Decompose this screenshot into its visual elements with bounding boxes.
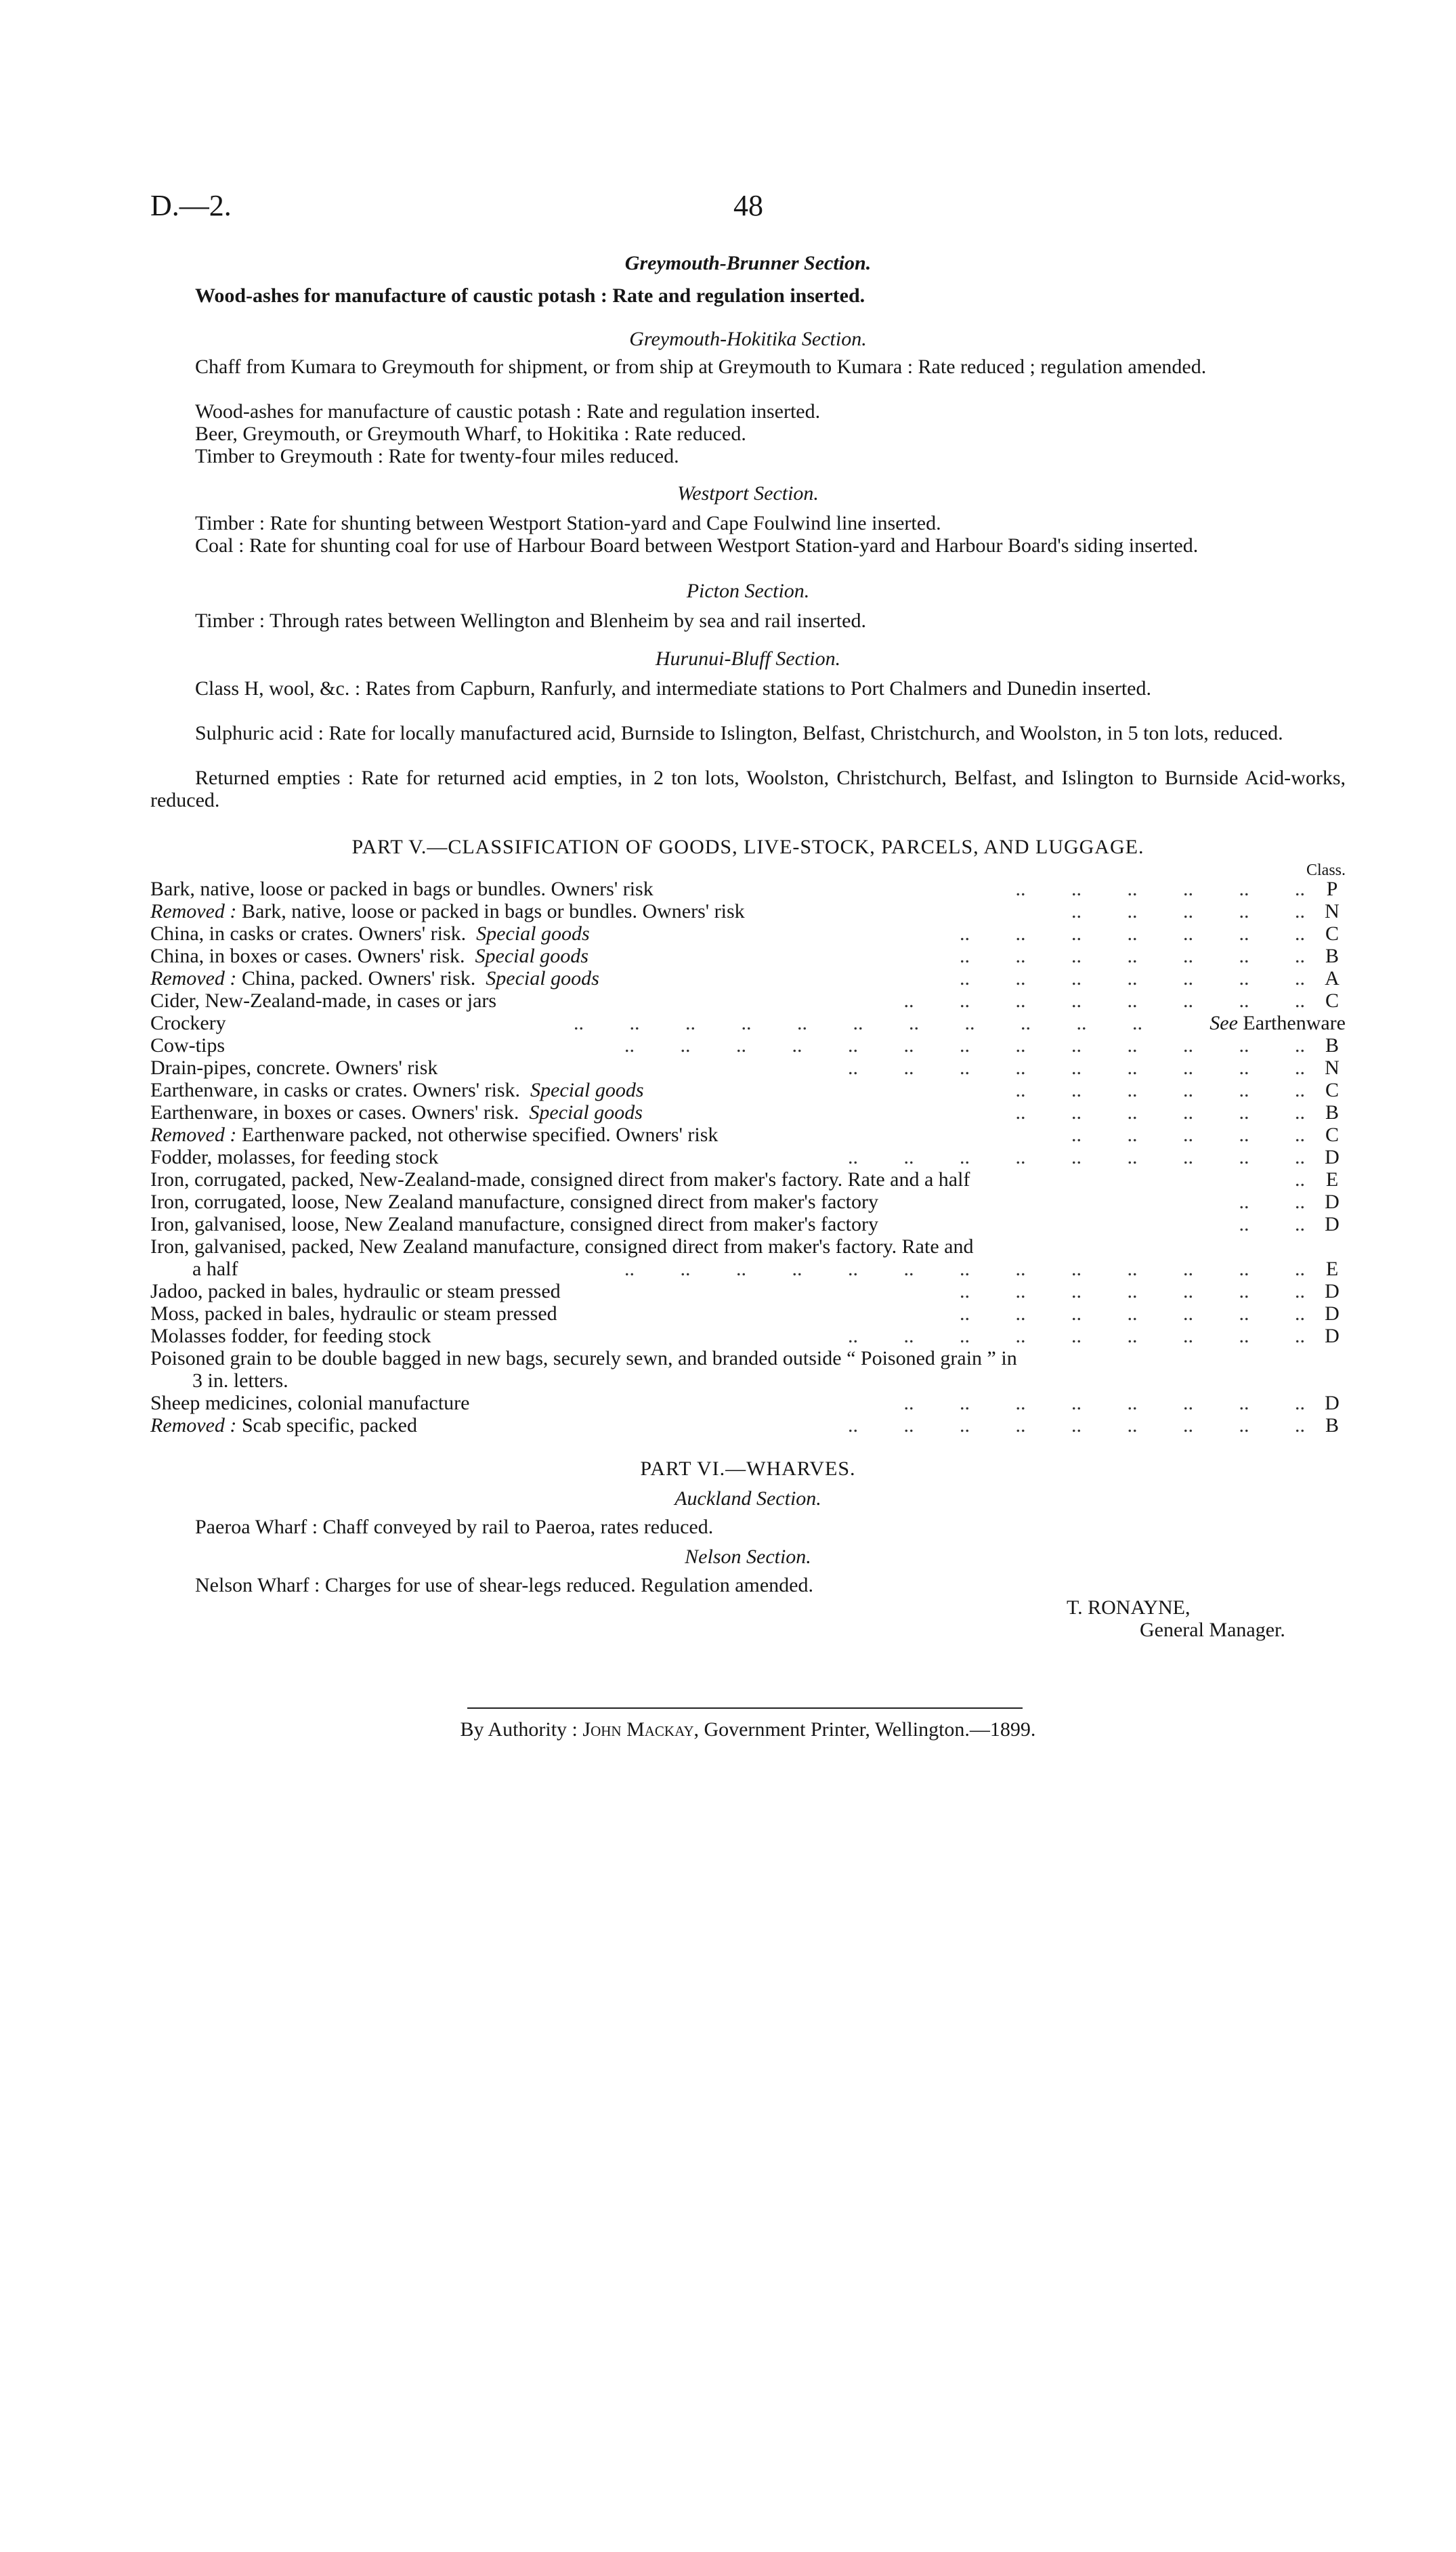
paragraph: Coal : Rate for shunting coal for use of Harbour Board between Westport Station-yard and Harbour Board's siding inserted. bbox=[195, 534, 1199, 557]
class-value: D bbox=[1325, 1280, 1340, 1302]
classification-row bbox=[150, 1124, 1346, 1146]
classification-row bbox=[150, 1347, 1346, 1369]
classification-row bbox=[150, 1034, 1346, 1057]
dot-leader: .. .. .. .. .. .. .. .. bbox=[903, 990, 1305, 1012]
removed-label: Removed : bbox=[150, 900, 237, 922]
section-title-nelson: Nelson Section. bbox=[685, 1546, 811, 1568]
paragraph: Nelson Wharf : Charges for use of shear-legs reduced. Regulation amended. bbox=[195, 1574, 813, 1596]
row-text: Bark, native, loose or packed in bags or bundles. Owners' risk bbox=[241, 900, 745, 922]
classification-row bbox=[150, 1012, 1346, 1034]
classification-row bbox=[150, 1369, 1346, 1392]
classification-row bbox=[150, 1101, 1346, 1124]
paragraph: Beer, Greymouth, or Greymouth Wharf, to Hokitika : Rate reduced. bbox=[195, 423, 746, 445]
imprint-printer: John Mackay bbox=[582, 1718, 694, 1741]
classification-row bbox=[150, 900, 1346, 922]
row-description bbox=[150, 967, 599, 990]
class-value: C bbox=[1325, 922, 1339, 945]
section-title-greymouth-brunner: Greymouth-Brunner Section. bbox=[624, 252, 872, 274]
row-description: Sheep medicines, colonial manufacture bbox=[150, 1392, 470, 1414]
document-reference: D.—2. bbox=[150, 189, 232, 222]
dot-leader: .. .. .. .. .. .. bbox=[1015, 1079, 1305, 1101]
classification-row bbox=[150, 990, 1346, 1012]
class-value: C bbox=[1325, 1079, 1339, 1101]
class-value: B bbox=[1325, 1034, 1339, 1057]
special-goods-label: Special goods bbox=[476, 922, 590, 945]
classification-row bbox=[150, 1414, 1346, 1437]
row-description: Poisoned grain to be double bagged in new bags, securely sewn, and branded outside “ Poisoned grain ” in bbox=[150, 1347, 1017, 1369]
row-text: Earthenware, in casks or crates. Owners' risk. bbox=[150, 1079, 521, 1101]
class-column-header: Class. bbox=[1306, 862, 1346, 879]
row-description: Cow-tips bbox=[150, 1034, 226, 1057]
dot-leader: .. .. bbox=[1239, 1213, 1305, 1235]
paragraph: Timber : Through rates between Wellington and Blenheim by sea and rail inserted. bbox=[195, 610, 866, 632]
paragraph: Timber to Greymouth : Rate for twenty-four miles reduced. bbox=[195, 445, 679, 467]
signature-name: T. RONAYNE, bbox=[1067, 1596, 1191, 1619]
row-description: Drain-pipes, concrete. Owners' risk bbox=[150, 1057, 438, 1079]
dot-leader: .. .. .. .. .. .. .. .. .. bbox=[848, 1414, 1305, 1437]
class-value: A bbox=[1325, 967, 1340, 990]
classification-row bbox=[150, 1325, 1346, 1347]
row-description bbox=[150, 1101, 643, 1124]
dot-leader: .. .. .. .. .. .. .. bbox=[960, 945, 1305, 967]
class-value: N bbox=[1325, 900, 1340, 922]
paragraph: Returned empties : Rate for returned acid empties, in 2 ton lots, Woolston, Christchurch, Belfast, and Islington to Burnside Acid-works, reduced. bbox=[150, 767, 1346, 811]
row-description bbox=[150, 922, 590, 945]
classification-row bbox=[150, 1168, 1346, 1191]
classification-row bbox=[150, 878, 1346, 900]
removed-label: Removed : bbox=[150, 967, 237, 990]
class-value: D bbox=[1325, 1302, 1340, 1325]
dot-leader: .. .. .. .. .. .. .. .. .. .. .. .. .. bbox=[624, 1258, 1305, 1280]
classification-row bbox=[150, 1302, 1346, 1325]
paragraph: Class H, wool, &c. : Rates from Capburn, Ranfurly, and intermediate stations to Port Chalmers and Dunedin inserted. bbox=[195, 677, 1151, 700]
section-title-westport: Westport Section. bbox=[677, 482, 819, 505]
dot-leader: .. .. bbox=[1239, 1191, 1305, 1213]
class-value: D bbox=[1325, 1213, 1340, 1235]
row-description bbox=[150, 900, 745, 922]
classification-row bbox=[150, 1235, 1346, 1258]
classification-row bbox=[150, 967, 1346, 990]
class-value: D bbox=[1325, 1392, 1340, 1414]
classification-row bbox=[150, 1191, 1346, 1213]
row-text: Scab specific, packed bbox=[241, 1414, 417, 1437]
removed-label: Removed : bbox=[150, 1414, 237, 1437]
paragraph: Timber : Rate for shunting between Westport Station-yard and Cape Foulwind line inserted. bbox=[195, 512, 941, 534]
paragraph: Paeroa Wharf : Chaff conveyed by rail to Paeroa, rates reduced. bbox=[195, 1516, 714, 1538]
classification-row bbox=[150, 1213, 1346, 1235]
row-description bbox=[150, 1414, 417, 1437]
row-description: a half bbox=[192, 1258, 238, 1280]
class-value: B bbox=[1325, 1101, 1339, 1124]
dot-leader: .. .. .. .. .. .. .. .. bbox=[903, 1392, 1305, 1414]
paragraph: Chaff from Kumara to Greymouth for shipment, or from ship at Greymouth to Kumara : Rate reduced ; regulation amended. bbox=[195, 356, 1207, 378]
row-description: Cider, New-Zealand-made, in cases or jars bbox=[150, 990, 497, 1012]
row-text: China, packed. Owners' risk. bbox=[241, 967, 476, 990]
class-value: N bbox=[1325, 1057, 1340, 1079]
printer-imprint bbox=[150, 1718, 1346, 1741]
part-vi-title: PART VI.—WHARVES. bbox=[640, 1458, 856, 1480]
dot-leader: .. .. .. .. .. .. .. .. .. bbox=[848, 1325, 1305, 1347]
special-goods-label: Special goods bbox=[530, 1079, 644, 1101]
section-title-auckland: Auckland Section. bbox=[675, 1487, 821, 1510]
classification-row bbox=[150, 922, 1346, 945]
classification-row bbox=[150, 1146, 1346, 1168]
row-description bbox=[150, 1124, 718, 1146]
special-goods-label: Special goods bbox=[475, 945, 588, 967]
dot-leader: .. .. .. .. .. .. .. bbox=[960, 1302, 1305, 1325]
class-value: C bbox=[1325, 1124, 1339, 1146]
class-value: B bbox=[1325, 1414, 1339, 1437]
dot-leader: .. .. .. .. .. bbox=[1071, 1124, 1305, 1146]
dot-leader: .. .. .. .. .. .. .. .. .. .. .. .. .. bbox=[624, 1034, 1305, 1057]
row-text: China, in boxes or cases. Owners' risk. bbox=[150, 945, 465, 967]
row-description: Bark, native, loose or packed in bags or bundles. Owners' risk bbox=[150, 878, 654, 900]
dot-leader: .. .. .. .. .. bbox=[1071, 900, 1305, 922]
paragraph: Wood-ashes for manufacture of caustic potash : Rate and regulation inserted. bbox=[195, 400, 821, 423]
imprint-prefix: By Authority : bbox=[460, 1718, 578, 1741]
page-number: 48 bbox=[733, 189, 763, 222]
row-description: Fodder, molasses, for feeding stock bbox=[150, 1146, 439, 1168]
see-reference bbox=[1209, 1012, 1346, 1034]
dot-leader: .. .. .. .. .. .. bbox=[1015, 878, 1305, 900]
row-description: Iron, galvanised, loose, New Zealand manufacture, consigned direct from maker's factory bbox=[150, 1213, 878, 1235]
class-value: E bbox=[1325, 1168, 1339, 1191]
class-value: P bbox=[1326, 878, 1338, 900]
class-value: D bbox=[1325, 1325, 1340, 1347]
dot-leader: .. .. .. .. .. .. .. bbox=[960, 922, 1305, 945]
dot-leader: .. .. .. .. .. .. .. .. .. bbox=[848, 1057, 1305, 1079]
imprint-suffix: , Government Printer, Wellington.—1899. bbox=[693, 1718, 1036, 1741]
classification-row bbox=[150, 945, 1346, 967]
section-title-greymouth-hokitika: Greymouth-Hokitika Section. bbox=[629, 328, 867, 350]
dot-leader: .. bbox=[1295, 1168, 1305, 1191]
see-target: Earthenware bbox=[1243, 1012, 1346, 1034]
row-description: Jadoo, packed in bales, hydraulic or steam pressed bbox=[150, 1280, 561, 1302]
part-v-title: PART V.—CLASSIFICATION OF GOODS, LIVE-STOCK, PARCELS, AND LUGGAGE. bbox=[351, 836, 1144, 858]
section-title-hurunui-bluff: Hurunui-Bluff Section. bbox=[655, 647, 841, 670]
classification-row bbox=[150, 1258, 1346, 1280]
see-label: See bbox=[1209, 1012, 1238, 1034]
dot-leader: .. .. .. .. .. .. .. .. .. .. .. bbox=[574, 1012, 1142, 1034]
special-goods-label: Special goods bbox=[486, 967, 599, 990]
class-value: E bbox=[1325, 1258, 1339, 1280]
section-title-picton: Picton Section. bbox=[686, 580, 810, 602]
footer-rule bbox=[467, 1707, 1023, 1709]
special-goods-label: Special goods bbox=[529, 1101, 643, 1124]
class-value: D bbox=[1325, 1191, 1340, 1213]
row-description: Molasses fodder, for feeding stock bbox=[150, 1325, 431, 1347]
classification-row bbox=[150, 1079, 1346, 1101]
dot-leader: .. .. .. .. .. .. .. bbox=[960, 967, 1305, 990]
class-value: D bbox=[1325, 1146, 1340, 1168]
dot-leader: .. .. .. .. .. .. .. bbox=[960, 1280, 1305, 1302]
row-text: Earthenware packed, not otherwise specified. Owners' risk bbox=[241, 1124, 719, 1146]
row-description: Crockery bbox=[150, 1012, 226, 1034]
class-value: B bbox=[1325, 945, 1339, 967]
paragraph: Sulphuric acid : Rate for locally manufactured acid, Burnside to Islington, Belfast, Christchurch, and Woolston, in 5 ton lots, reduced. bbox=[195, 722, 1283, 744]
row-description: Iron, corrugated, packed, New-Zealand-made, consigned direct from maker's factory. Rate and a half bbox=[150, 1168, 970, 1191]
row-description: Iron, corrugated, loose, New Zealand manufacture, consigned direct from maker's factory bbox=[150, 1191, 878, 1213]
row-text: Earthenware, in boxes or cases. Owners' risk. bbox=[150, 1101, 519, 1124]
classification-row bbox=[150, 1057, 1346, 1079]
classification-row bbox=[150, 1392, 1346, 1414]
row-description: 3 in. letters. bbox=[192, 1369, 288, 1392]
removed-label: Removed : bbox=[150, 1124, 237, 1146]
paragraph: Wood-ashes for manufacture of caustic potash : Rate and regulation inserted. bbox=[195, 284, 865, 307]
dot-leader: .. .. .. .. .. .. bbox=[1015, 1101, 1305, 1124]
row-description: Iron, galvanised, packed, New Zealand manufacture, consigned direct from maker's factory. Rate and bbox=[150, 1235, 974, 1258]
row-text: China, in casks or crates. Owners' risk. bbox=[150, 922, 467, 945]
row-description: Moss, packed in bales, hydraulic or steam pressed bbox=[150, 1302, 557, 1325]
class-value: C bbox=[1325, 990, 1339, 1012]
signature-title: General Manager. bbox=[1140, 1619, 1285, 1641]
classification-row bbox=[150, 1280, 1346, 1302]
row-description bbox=[150, 945, 588, 967]
dot-leader: .. .. .. .. .. .. .. .. .. bbox=[848, 1146, 1305, 1168]
row-description bbox=[150, 1079, 644, 1101]
